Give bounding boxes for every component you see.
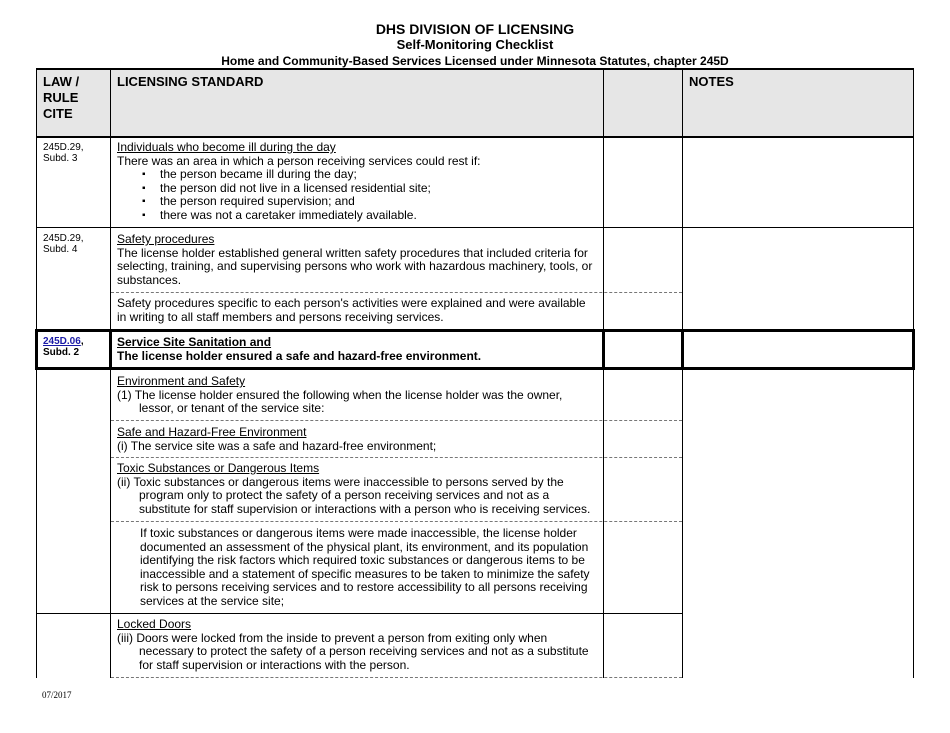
standard-title: Environment and Safety [117, 374, 246, 388]
standard-text: The license holder established general written safety procedures that included criteria for selecting, training, and supervising persons who work with hazardous machinery, tools, or substances. [117, 245, 593, 287]
revision-date: 07/2017 [42, 690, 72, 700]
standard-ill-during-day [117, 141, 597, 223]
check-column-divider [682, 68, 683, 678]
sanitation-box-right [912, 329, 915, 370]
subrow-divider [111, 420, 682, 421]
table-right-border [913, 68, 914, 678]
sanitation-box-divider-2 [602, 329, 605, 370]
standard-title: Locked Doors [117, 617, 192, 631]
standard-text: The license holder ensured a safe and hazard-free environment. [117, 348, 482, 363]
standard-title: Service Site Sanitation and [117, 335, 272, 349]
standard-hazard-free-environment [117, 426, 597, 453]
page-scope: Home and Community-Based Services Licensed under Minnesota Statutes, chapter 245D [221, 54, 729, 68]
standard-title: Safe and Hazard-Free Environment [117, 425, 307, 439]
table-left-border [36, 68, 37, 678]
list-item: ▪ the person required supervision; and [117, 195, 597, 209]
standard-service-site-sanitation [117, 336, 597, 363]
standard-column-header: LICENSING STANDARD [117, 74, 264, 89]
standard-text: (i) The service site was a safe and hazard-free environment; [117, 438, 437, 453]
sanitation-box-top [35, 329, 915, 332]
citation-245d29-subd4: 245D.29, Subd. 4 [43, 233, 84, 255]
list-item: ▪ the person did not live in a licensed residential site; [117, 182, 597, 196]
citation-245d29-subd3: 245D.29, Subd. 3 [43, 142, 84, 164]
citation-link[interactable]: 245D.06 [43, 336, 81, 347]
list-item: ▪ the person became ill during the day; [117, 168, 597, 182]
standard-title: Toxic Substances or Dangerous Items [117, 461, 320, 475]
notes-column-header: NOTES [689, 74, 734, 89]
subrow-divider [111, 521, 682, 522]
standard-text: There was an area in which a person receiving services could rest if: [117, 153, 481, 168]
page-subtitle: Self-Monitoring Checklist [396, 37, 554, 52]
standard-column-divider [603, 68, 604, 678]
sanitation-box-left [35, 329, 38, 370]
list-item: ▪ there was not a caretaker immediately available. [117, 209, 597, 223]
standard-toxic-substances [117, 462, 597, 516]
standard-text: (1) The license holder ensured the following when the license holder was the owner, lessor, or tenant of the service site: [117, 387, 563, 416]
standard-title: Individuals who become ill during the day [117, 140, 336, 154]
citation-245d06-subd2: 245D.06, Subd. 2 [43, 336, 84, 358]
standard-text: (ii) Toxic substances or dangerous items were inaccessible to persons served by the program only to protect the safety of a person receiving services and not as a substitute for staff supervision or interactions with a person who is receiving services. [117, 474, 591, 516]
subrow-divider [111, 457, 682, 458]
sanitation-box-divider-1 [109, 329, 112, 370]
standard-safety-procedures [117, 233, 597, 287]
subrow-divider [111, 292, 682, 293]
standard-text: If toxic substances or dangerous items were made inaccessible, the license holder documented an assessment of the physical plant, its environment, and its population identifying the risk factors which required toxic substances or dangerous items to be inaccessible and a statement of specific measures to be taken to minimize the safety risk to persons receiving services and to restore accessibility to all persons receiving services at the service site; [140, 526, 590, 608]
sanitation-box-divider-3 [681, 329, 684, 370]
cite-column-divider [110, 68, 111, 678]
condition-list [117, 168, 597, 222]
sanitation-box-bottom [35, 367, 915, 370]
page-title: DHS DIVISION OF LICENSING [375, 21, 575, 37]
standard-text: Safety procedures specific to each person's activities were explained and were available in writing to all staff members and persons receiving services. [117, 296, 586, 324]
row-divider [37, 613, 682, 614]
table-bottom-divider [111, 677, 682, 678]
standard-safety-procedures-specific [117, 297, 597, 324]
standard-toxic-assessment [117, 527, 597, 609]
header-bottom-border [37, 136, 914, 138]
standard-locked-doors [117, 618, 597, 672]
standard-title: Safety procedures [117, 232, 215, 246]
cite-column-header: LAW / RULE CITE [43, 74, 80, 121]
standard-environment-and-safety [117, 375, 597, 416]
table-top-border [37, 68, 914, 70]
row-divider [37, 227, 913, 228]
standard-text: (iii) Doors were locked from the inside to prevent a person from exiting only when necessary to protect the safety of a person receiving services and not as a substitute for staff supervision or interactions with the person. [117, 630, 589, 672]
